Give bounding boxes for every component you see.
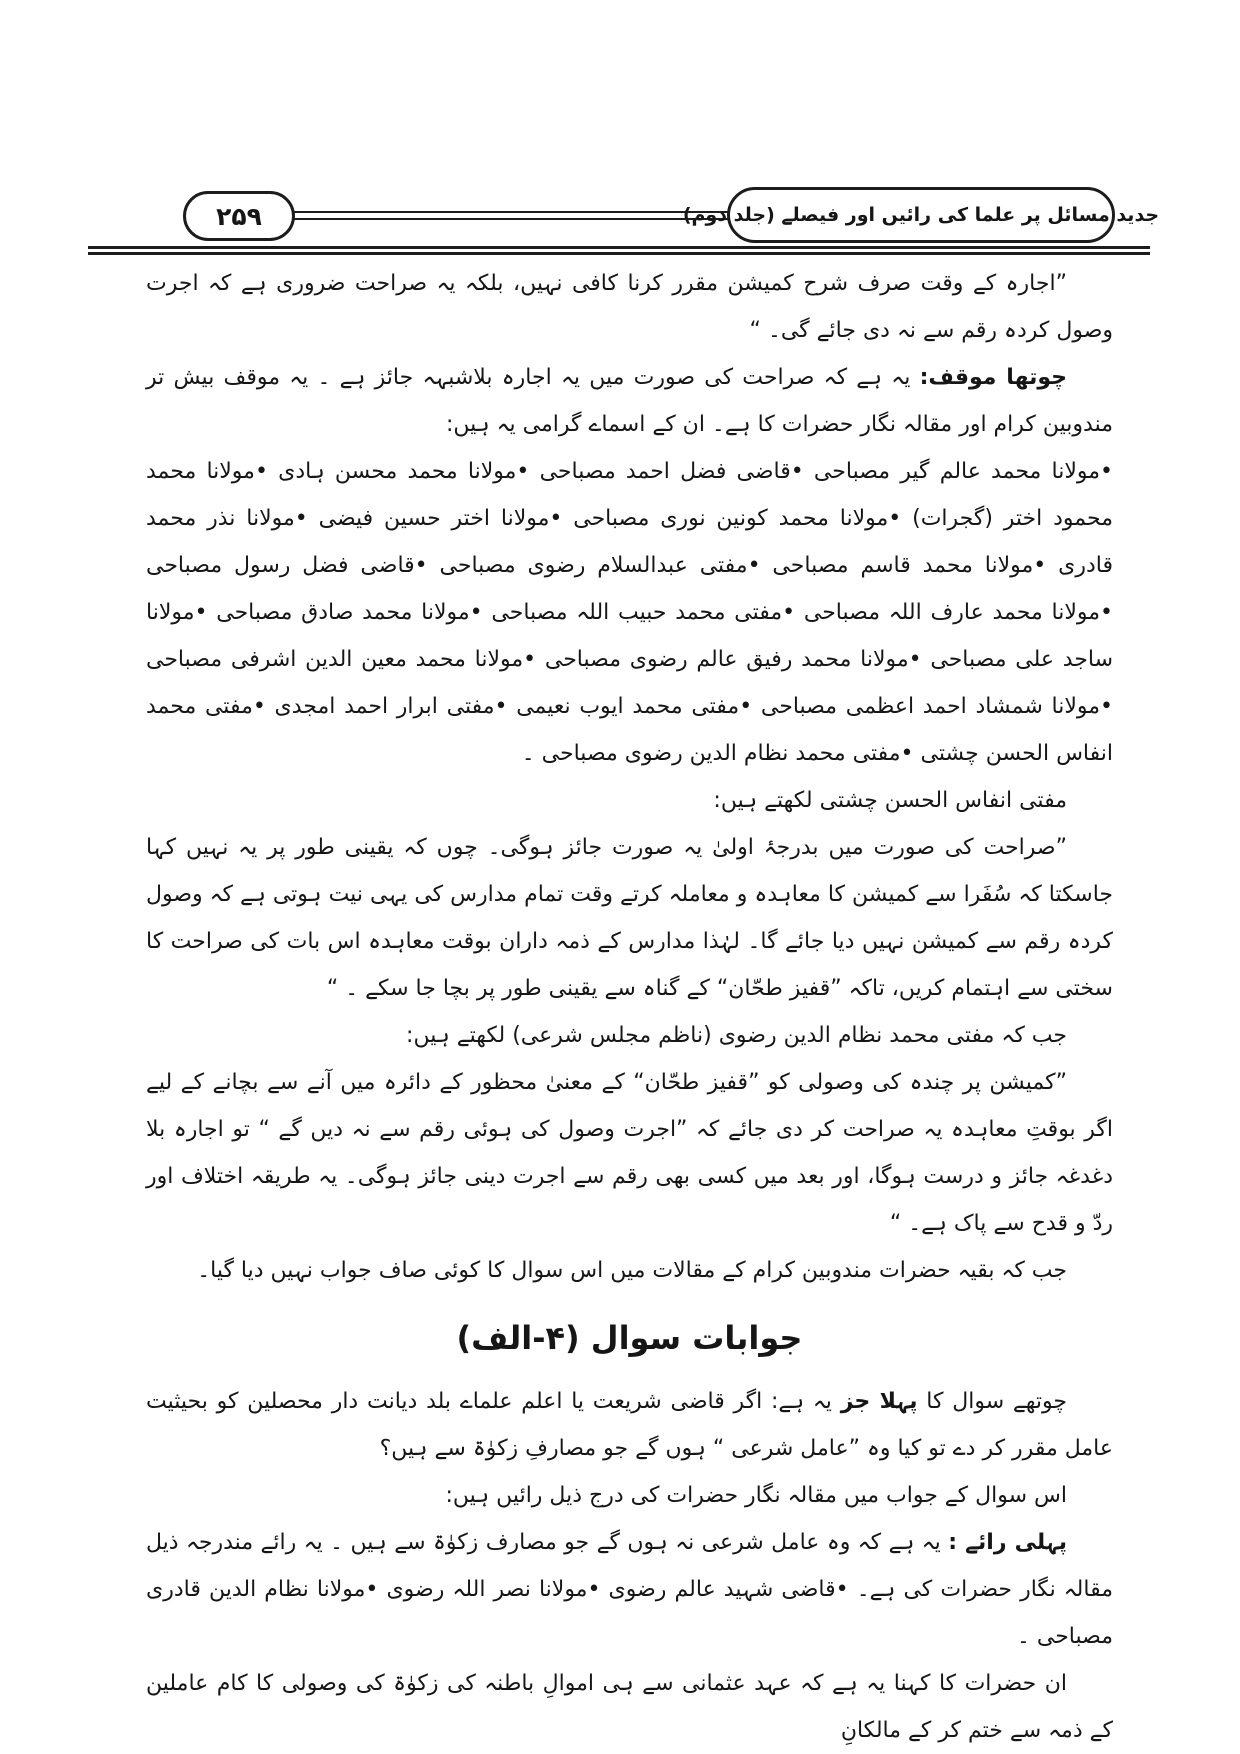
page-number: ۲۵۹ (216, 201, 262, 231)
para-text: ”کمیشن پر چندہ کی وصولی کو ”قفیز طحّان“ کے معنیٰ محظور کے دائرہ میں آنے سے بچانے کے لیے اگر بوقتِ معاہدہ یہ صراحت کر دی جائے کہ ”اجرت وصول کی ہوئی رقم سے نہ دیں گے “ تو اجارہ بلا دغدغہ جائز و درست ہوگا، اور بعد میں کسی بھی رقم سے اجرت دینی جائز ہوگی۔ یہ طریقہ اختلاف اور ردّ و قدح سے پاک ہے۔ “ (146, 1070, 1113, 1236)
page-body (146, 260, 1113, 1754)
section-heading: جوابات سوال (۴-الف) (456, 1319, 803, 1357)
para-text: اس سوال کے جواب میں مقالہ نگار حضرات کی درج ذیل رائیں ہیں: (445, 1483, 1067, 1508)
paragraph-quote-ijara (146, 260, 1113, 354)
paragraph-no-clear-answer (146, 1247, 1113, 1294)
para-text: ”صراحت کی صورت میں بدرجۂ اولیٰ یہ صورت جائز ہوگی۔ چوں کہ یقینی طور پر یہ نہیں کہا جاسکتا کہ سُفَرا سے کمیشن کا معاہدہ و معاملہ کرتے وقت تمام مدارس کی یہی نیت ہوتی ہے کہ وصول کردہ رقم سے کمیشن نہیں دیا جائے گا۔ لہٰذا مدارس کے ذمہ داران بوقت معاہدہ اس بات کی صراحت کا سختی سے اہتمام کریں، تاکہ ”قفیز طحّان“ کے گناہ سے یقینی طور پر بچا جا سکے ۔ “ (146, 835, 1113, 1001)
para-lead: چوتھا موقف: (919, 365, 1067, 390)
para-text: یہ ہے: اگر قاضی شریعت یا اعلم علماے بلد دیانت دار محصلین کو بحیثیت عامل مقرر کر دے تو کیا وہ ”عامل شرعی “ ہوں گے جو مصارفِ زکوٰۃ سے ہیں؟ (146, 1389, 1113, 1461)
paragraph-opinions-intro (146, 1472, 1113, 1519)
paragraph-anfas-quote (146, 824, 1113, 1012)
paragraph-ottoman-era (146, 1660, 1113, 1754)
paragraph-nizamuddin-quote (146, 1059, 1113, 1247)
paragraph-scholars-list (146, 448, 1113, 777)
paragraph-nizamuddin-intro (146, 1012, 1113, 1059)
header-double-rule (88, 246, 1150, 255)
para-text: جب کہ مفتی محمد نظام الدین رضوی (ناظم مجلس شرعی) لکھتے ہیں: (406, 1023, 1067, 1048)
paragraph-first-opinion (146, 1519, 1113, 1660)
para-lead: پہلی رائے : (948, 1530, 1067, 1555)
para-text: ”اجارہ کے وقت صرف شرح کمیشن مقرر کرنا کافی نہیں، بلکہ یہ صراحت ضروری ہے کہ اجرت وصول کردہ رقم سے نہ دی جائے گی۔ “ (146, 271, 1113, 343)
page-number-pill (183, 191, 295, 241)
para-text: یہ ہے کہ وہ عامل شرعی نہ ہوں گے جو مصارف زکوٰۃ سے ہیں ۔ یہ رائے مندرجہ ذیل مقالہ نگار حضرات کی ہے۔ •قاضی شہید عالم رضوی •مولانا نصر اللہ رضوی •مولانا نظام الدین قادری مصباحی ۔ (146, 1530, 1113, 1649)
book-title-pill (682, 187, 1160, 243)
para-lead: پہلا جز (840, 1389, 918, 1414)
header-connector-rule (292, 211, 730, 220)
para-pre: چوتھے سوال کا (917, 1389, 1068, 1414)
paragraph-fourth-position (146, 354, 1113, 448)
paragraph-first-part-question (146, 1378, 1113, 1472)
para-text: جب کہ بقیہ حضرات مندوبین کرام کے مقالات میں اس سوال کا کوئی صاف جواب نہیں دیا گیا۔ (197, 1258, 1067, 1283)
book-title: جدید مسائل پر علما کی رائیں اور فیصلے (جلد دوم) (682, 204, 1160, 226)
para-text: مفتی انفاس الحسن چشتی لکھتے ہیں: (713, 788, 1067, 813)
para-text: ان حضرات کا کہنا یہ ہے کہ عہد عثمانی سے ہی اموالِ باطنہ کی زکوٰۃ کی وصولی کا کام عاملین کے ذمہ سے ختم کر کے مالکانِ (146, 1671, 1113, 1743)
paragraph-anfas-intro (146, 777, 1113, 824)
para-text: •مولانا محمد عالم گیر مصباحی •قاضی فضل احمد مصباحی •مولانا محمد محسن ہادی •مولانا محمد محمود اختر (گجرات) •مولانا محمد کونین نوری مصباحی •مولانا اختر حسین فیضی •مولانا نذر محمد قادری •مولانا محمد قاسم مصباحی •مفتی عبدالسلام رضوی مصباحی •قاضی فضل رسول مصباحی •مولانا محمد عارف اللہ مصباحی •مفتی محمد حبیب اللہ مصباحی •مولانا محمد صادق مصباحی •مولانا ساجد علی مصباحی •مولانا محمد رفیق عالم رضوی مصباحی •مولانا محمد معین الدین اشرفی مصباحی •مولانا شمشاد احمد اعظمی مصباحی •مفتی محمد ایوب نعیمی •مفتی ابرار احمد امجدی •مفتی محمد انفاس الحسن چشتی •مفتی محمد نظام الدین رضوی مصباحی ۔ (146, 459, 1113, 766)
para-text: یہ ہے کہ صراحت کی صورت میں یہ اجارہ بلاشبہہ جائز ہے ۔ یہ موقف بیش تر مندوبین کرام اور مقالہ نگار حضرات کا ہے۔ ان کے اسماے گرامی یہ ہیں: (146, 365, 1113, 437)
